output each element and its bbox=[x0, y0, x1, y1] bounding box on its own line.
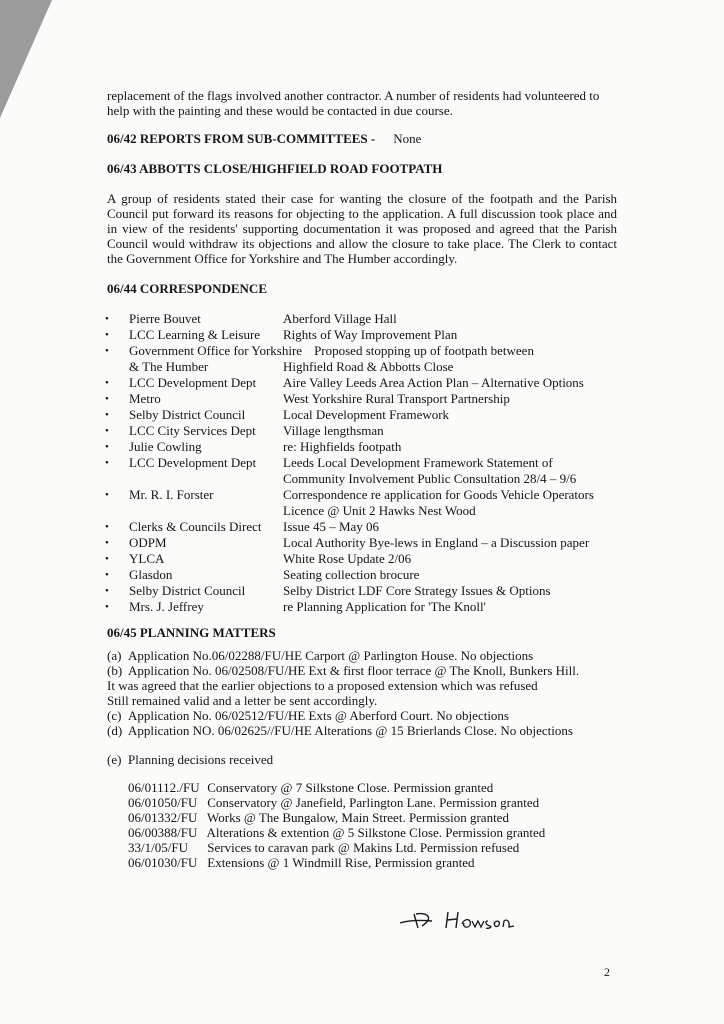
planning-note-line: It was agreed that the earlier objections to a proposed extension which was refused bbox=[107, 678, 538, 693]
planning-note-line: Still remained valid and a letter be sent accordingly. bbox=[107, 693, 378, 708]
list-item bbox=[107, 343, 617, 359]
decisions-header bbox=[107, 752, 617, 767]
decision-ref: 06/01030/FU bbox=[128, 855, 198, 870]
heading-0643: 06/43 ABBOTTS CLOSE/HIGHFIELD ROAD FOOTPATH bbox=[107, 161, 443, 176]
list-item bbox=[107, 391, 617, 407]
decisions-list bbox=[128, 780, 617, 870]
correspondence-subject: Community Involvement Public Consultation 28/4 – 9/6 bbox=[283, 471, 577, 486]
correspondence-list bbox=[107, 311, 617, 615]
bullet-icon: • bbox=[105, 489, 109, 501]
decision-text: Conservatory @ 7 Silkstone Close. Permission granted bbox=[207, 780, 494, 795]
correspondence-from: Mrs. J. Jeffrey bbox=[129, 599, 204, 614]
item-text: Application NO. 06/02625//FU/HE Alterations @ 15 Brierlands Close. No objections bbox=[128, 723, 573, 738]
bullet-icon: • bbox=[105, 345, 109, 357]
decision-ref: 06/01112./FU bbox=[128, 780, 200, 795]
decision-text: Conservatory @ Janefield, Parlington Lane. Permission granted bbox=[207, 795, 540, 810]
planning-item bbox=[107, 648, 617, 663]
correspondence-subject: White Rose Update 2/06 bbox=[283, 551, 412, 566]
minutes-content bbox=[107, 88, 617, 870]
decisions-heading: Planning decisions received bbox=[128, 752, 274, 767]
list-item bbox=[107, 439, 617, 455]
list-item bbox=[107, 535, 617, 551]
decision-row bbox=[128, 855, 617, 870]
bullet-icon: • bbox=[105, 569, 109, 581]
correspondence-from: YLCA bbox=[129, 551, 165, 566]
decision-text: Works @ The Bungalow, Main Street. Permission granted bbox=[207, 810, 509, 825]
page-fold-corner bbox=[0, 0, 52, 118]
correspondence-subject: Seating collection brocure bbox=[283, 567, 420, 582]
list-item bbox=[107, 567, 617, 583]
decision-text: Services to caravan park @ Makins Ltd. Permission refused bbox=[207, 840, 520, 855]
planning-list bbox=[107, 648, 617, 678]
decision-row bbox=[128, 780, 617, 795]
correspondence-from: Glasdon bbox=[129, 567, 173, 582]
item-label: (a) bbox=[107, 648, 122, 663]
decision-row bbox=[128, 795, 617, 810]
bullet-icon: • bbox=[105, 537, 109, 549]
list-item bbox=[107, 375, 617, 391]
item-text: Application No. 06/02512/FU/HE Exts @ Aberford Court. No objections bbox=[128, 708, 509, 723]
bullet-icon: • bbox=[105, 441, 109, 453]
decision-text: Extensions @ 1 Windmill Rise, Permission granted bbox=[207, 855, 475, 870]
bullet-icon: • bbox=[105, 457, 109, 469]
correspondence-subject: Issue 45 – May 06 bbox=[283, 519, 380, 534]
intro-paragraph: replacement of the flags involved another contractor. A number of residents had volunteered to help with the painting and these would be contacted in due course. bbox=[107, 88, 600, 118]
bullet-icon: • bbox=[105, 601, 109, 613]
item-text: Application No. 06/02508/FU/HE Ext & first floor terrace @ The Knoll, Bunkers Hill. bbox=[128, 663, 580, 678]
correspondence-from: LCC Learning & Leisure bbox=[129, 327, 261, 342]
bullet-icon: • bbox=[105, 377, 109, 389]
list-item bbox=[107, 327, 617, 343]
correspondence-from: ODPM bbox=[129, 535, 167, 550]
correspondence-from: Clerks & Councils Direct bbox=[129, 519, 262, 534]
correspondence-subject: re: Highfields footpath bbox=[283, 439, 402, 454]
correspondence-from bbox=[107, 503, 283, 519]
bullet-icon: • bbox=[105, 425, 109, 437]
decision-row bbox=[128, 840, 617, 855]
decision-row bbox=[128, 810, 617, 825]
planning-item bbox=[107, 663, 617, 678]
correspondence-subject: Aire Valley Leeds Area Action Plan – Alternative Options bbox=[283, 375, 584, 390]
correspondence-from: Metro bbox=[129, 391, 161, 406]
list-item bbox=[107, 503, 617, 519]
decision-ref: 06/01050/FU bbox=[128, 795, 198, 810]
item-text: Application No.06/02288/FU/HE Carport @ Parlington House. No objections bbox=[128, 648, 534, 663]
correspondence-subject: Aberford Village Hall bbox=[283, 311, 397, 326]
correspondence-from: Pierre Bouvet bbox=[129, 311, 201, 326]
correspondence-subject: West Yorkshire Rural Transport Partnership bbox=[283, 391, 510, 406]
heading-0642-value: None bbox=[393, 131, 422, 146]
correspondence-subject: Correspondence re application for Goods Vehicle Operators bbox=[283, 487, 594, 502]
decision-ref: 06/01332/FU bbox=[128, 810, 198, 825]
correspondence-subject: Local Development Framework bbox=[283, 407, 450, 422]
correspondence-subject: Selby District LDF Core Strategy Issues & Options bbox=[283, 583, 551, 598]
decision-text: Alterations & extention @ 5 Silkstone Close. Permission granted bbox=[206, 825, 546, 840]
correspondence-subject: Rights of Way Improvement Plan bbox=[283, 327, 458, 342]
correspondence-from: Selby District Council bbox=[129, 407, 246, 422]
correspondence-from: LCC City Services Dept bbox=[129, 423, 256, 438]
list-item bbox=[107, 407, 617, 423]
list-item bbox=[107, 311, 617, 327]
bullet-icon: • bbox=[105, 585, 109, 597]
bullet-icon: • bbox=[105, 409, 109, 421]
decision-ref: 33/1/05/FU bbox=[128, 840, 188, 855]
correspondence-subject: Leeds Local Development Framework Statement of bbox=[283, 455, 553, 470]
correspondence-from: LCC Development Dept bbox=[129, 455, 257, 470]
list-item bbox=[107, 599, 617, 615]
correspondence-from: Selby District Council bbox=[129, 583, 246, 598]
heading-0645: 06/45 PLANNING MATTERS bbox=[107, 625, 276, 640]
decision-row bbox=[128, 825, 617, 840]
list-item bbox=[107, 471, 617, 487]
decision-ref: 06/00388/FU bbox=[128, 825, 198, 840]
list-item bbox=[107, 551, 617, 567]
correspondence-from: & The Humber bbox=[129, 359, 209, 374]
correspondence-subject: Highfield Road & Abbotts Close bbox=[283, 359, 454, 374]
list-item bbox=[107, 455, 617, 471]
correspondence-from bbox=[107, 471, 283, 487]
page-number: 2 bbox=[604, 965, 610, 979]
heading-0644: 06/44 CORRESPONDENCE bbox=[107, 281, 267, 296]
correspondence-subject: re Planning Application for 'The Knoll' bbox=[283, 599, 486, 614]
correspondence-from: Mr. R. I. Forster bbox=[129, 487, 214, 502]
correspondence-subject: Local Authority Bye-lews in England – a Discussion paper bbox=[283, 535, 590, 550]
item-label: (b) bbox=[107, 663, 123, 678]
bullet-icon: • bbox=[105, 553, 109, 565]
planning-item bbox=[107, 708, 617, 723]
heading-0642-title: 06/42 REPORTS FROM SUB-COMMITTEES - bbox=[107, 131, 376, 146]
list-item bbox=[107, 423, 617, 439]
correspondence-from: Julie Cowling bbox=[129, 439, 202, 454]
correspondence-subject: Proposed stopping up of footpath between bbox=[314, 343, 534, 358]
item-label: (c) bbox=[107, 708, 122, 723]
heading-0642 bbox=[107, 131, 617, 146]
correspondence-from: Government Office for Yorkshire bbox=[129, 343, 303, 358]
item-label: (d) bbox=[107, 723, 123, 738]
correspondence-subject: Village lengthsman bbox=[283, 423, 384, 438]
list-item bbox=[107, 519, 617, 535]
correspondence-subject: Licence @ Unit 2 Hawks Nest Wood bbox=[283, 503, 476, 518]
planning-item bbox=[107, 723, 617, 738]
list-item bbox=[107, 583, 617, 599]
paragraph-0643: A group of residents stated their case for wanting the closure of the footpath and the Parish Council put forward its reasons for objecting to the application. A full discussion took place and in view of the residents' supporting documentation it was proposed and agreed that the Parish Council would withdraw its objections and allow the closure to take place. The Clerk to contact the Government Office for Yorkshire and The Humber accordingly. bbox=[107, 191, 617, 266]
bullet-icon: • bbox=[105, 329, 109, 341]
correspondence-from: LCC Development Dept bbox=[129, 375, 257, 390]
bullet-icon: • bbox=[105, 313, 109, 325]
planning-list-continued bbox=[107, 708, 617, 738]
list-item bbox=[107, 359, 617, 375]
bullet-icon: • bbox=[105, 521, 109, 533]
signature bbox=[398, 906, 538, 932]
bullet-icon: • bbox=[105, 393, 109, 405]
list-item bbox=[107, 487, 617, 503]
item-label: (e) bbox=[107, 752, 122, 767]
